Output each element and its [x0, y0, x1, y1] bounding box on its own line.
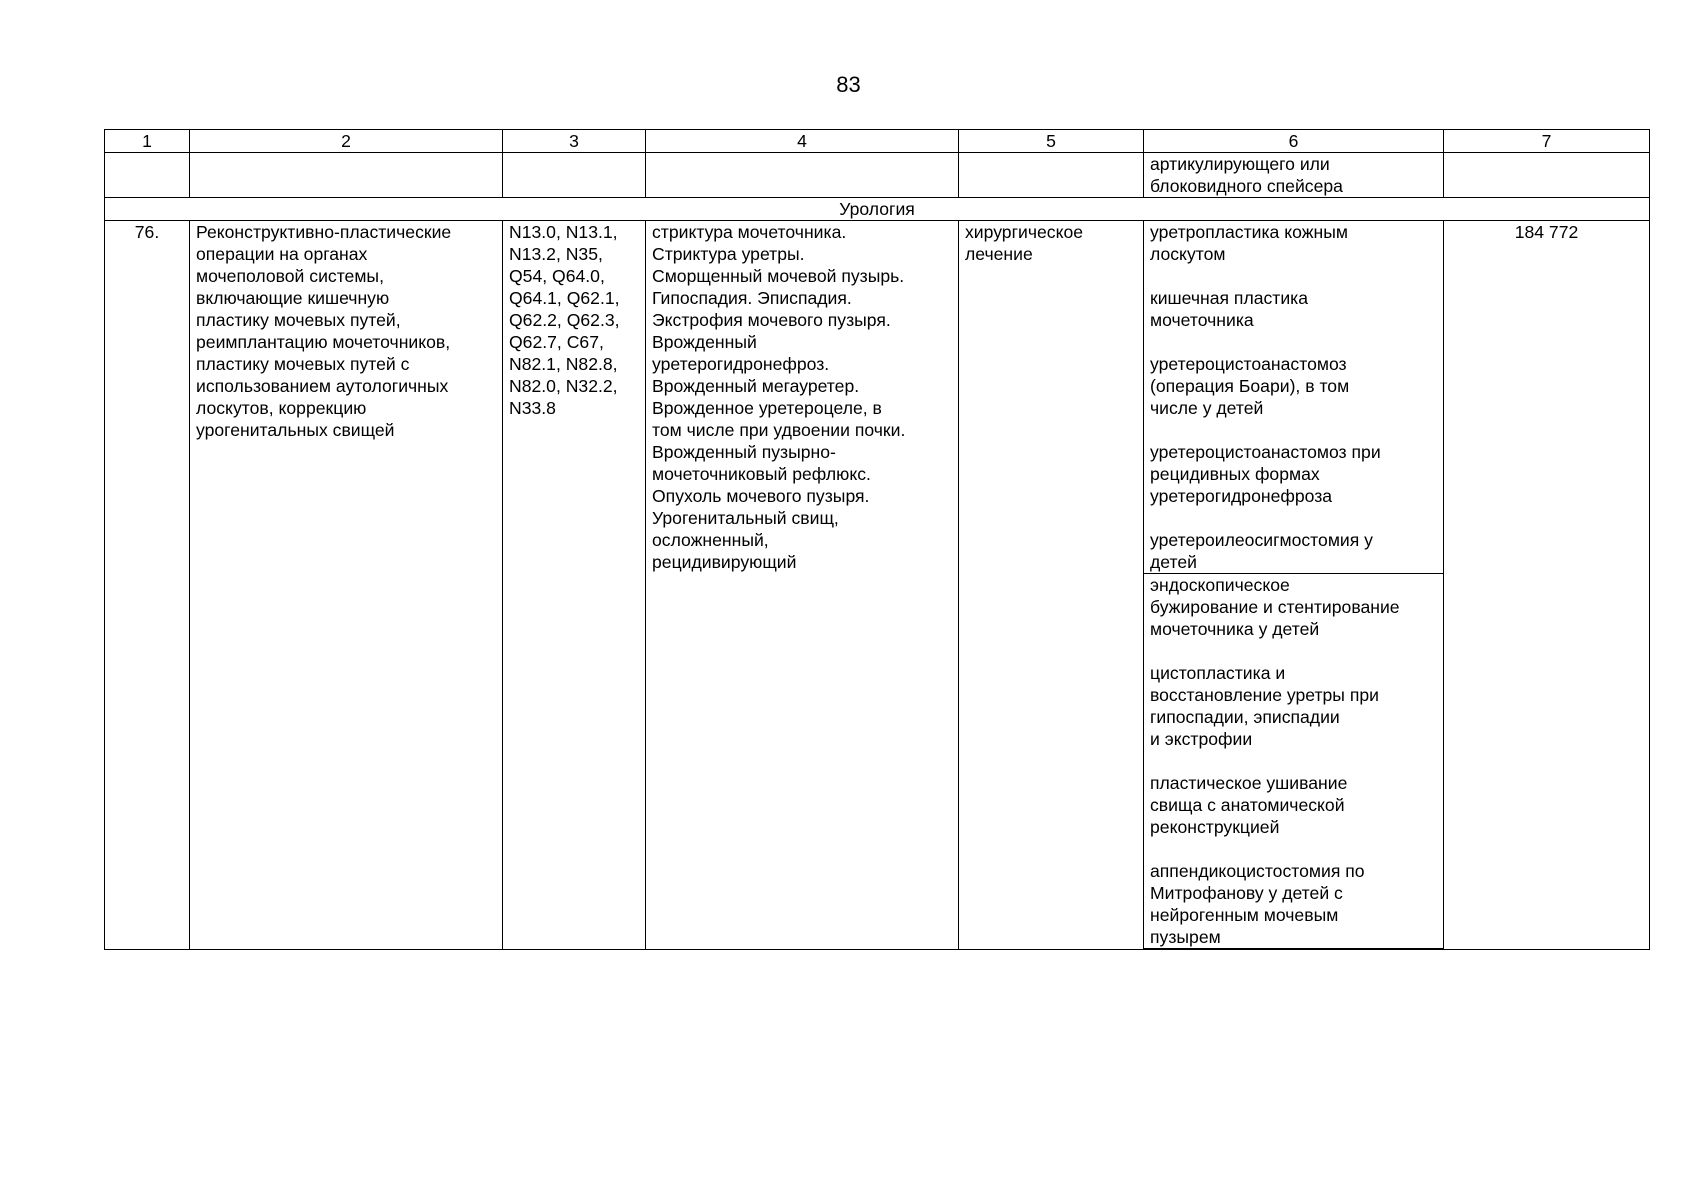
- section-title: Урология: [105, 198, 1650, 221]
- procedure-name: Реконструктивно-пластические операции на органах мочеполовой системы, включающие кишечную пластику мочевых путей, реимплантацию мочеточников, пластику мочевых путей с использованием аутологичных лоскутов, коррекцию урогенитальных свищей: [190, 221, 503, 950]
- cost-value: 184 772: [1444, 221, 1650, 950]
- column-number-row: [105, 130, 1650, 153]
- icd-codes: N13.0, N13.1, N13.2, N35, Q54, Q64.0, Q64.1, Q62.1, Q62.2, Q62.3, Q62.7, C67, N82.1, N82.8, N82.0, N32.2, N33.8: [503, 221, 646, 950]
- column-number-7: 7: [1444, 130, 1650, 153]
- column-number-4: 4: [646, 130, 959, 153]
- column-number-2: 2: [190, 130, 503, 153]
- cont-cell-4: [646, 153, 959, 198]
- cont-cell-2: [190, 153, 503, 198]
- diagnosis-model: стриктура мочеточника. Стриктура уретры. Сморщенный мочевой пузырь. Гипоспадия. Эписпадия. Экстрофия мочевого пузыря. Врожденный уретерогидронефроз. Врожденный мегауретер. Врожденное уретероцеле, в том числе при удвоении почки. Врожденный пузырно- мочеточниковый рефлюкс. Опухоль мочевого пузыря. Урогенитальный свищ, осложненный, рецидивирующий: [646, 221, 959, 950]
- page-number: 83: [836, 72, 861, 97]
- treatment-methods-part2: эндоскопическое бужирование и стентирование мочеточника у детей цистопластика и восстановление уретры при гипоспадии, эписпадии и экстрофии пластическое ушивание свища с анатомической реконструкцией аппендикоцистостомия по Митрофанову у детей с нейрогенным мочевым пузырем: [1144, 574, 1444, 950]
- cont-cell-7: [1444, 153, 1650, 198]
- cont-cell-5: [959, 153, 1144, 198]
- column-number-1: 1: [105, 130, 190, 153]
- cont-cell-1: [105, 153, 190, 198]
- cont-method-cell: артикулирующего или блоковидного спейсера: [1144, 153, 1444, 198]
- column-number-5: 5: [959, 130, 1144, 153]
- table-row-76: [105, 221, 1650, 574]
- row-number: 76.: [105, 221, 190, 950]
- continuation-row: [105, 153, 1650, 198]
- treatment-type: хирургическое лечение: [959, 221, 1144, 950]
- column-number-6: 6: [1144, 130, 1444, 153]
- section-row: [105, 198, 1650, 221]
- treatment-methods-part1: уретропластика кожным лоскутом кишечная пластика мочеточника уретероцистоанастомоз (операция Боари), в том числе у детей уретероцистоанастомоз при рецидивных формах уретерогидронефроза уретероилеосигмостомия у детей: [1144, 221, 1444, 574]
- cont-cell-3: [503, 153, 646, 198]
- column-number-3: 3: [503, 130, 646, 153]
- document-table: [104, 129, 1650, 950]
